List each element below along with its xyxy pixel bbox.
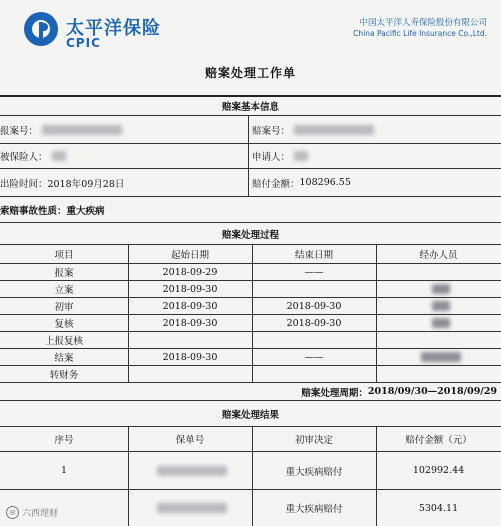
brand-name-en: CPIC (66, 36, 101, 50)
redacted-applicant (294, 151, 308, 161)
result-decision: 重大疾病赔付 (285, 504, 343, 515)
row-claim-numbers (0, 116, 501, 144)
process-handler (376, 349, 501, 365)
incident-time-value: 2018年09月28日 (47, 178, 125, 190)
claim-nature-label: 索赔事故性质： (0, 205, 67, 217)
process-handler (376, 332, 501, 348)
process-item: 转财务 (49, 370, 79, 381)
row-claim-nature (0, 197, 501, 223)
process-item: 结案 (54, 353, 74, 364)
process-start-date (128, 332, 252, 348)
brand-name-cn: 太平洋保险 (66, 18, 161, 39)
claim-no-label: 报案号： (0, 125, 39, 137)
redacted-insured (52, 151, 66, 161)
section-basic-info (0, 95, 501, 116)
process-handler (376, 315, 501, 331)
applicant-label: 申请人： (252, 152, 291, 163)
cpic-logo (22, 10, 172, 50)
table-row (0, 298, 501, 315)
redacted-handler (432, 318, 450, 328)
process-end-date: —— (304, 266, 324, 278)
result-header-no: 序号 (54, 435, 74, 446)
process-handler (376, 264, 501, 280)
table-row (0, 366, 501, 383)
table-row (0, 264, 501, 281)
row-persons (0, 144, 501, 169)
redacted-claim-no (42, 125, 122, 135)
form-table (0, 95, 501, 526)
watermark-text: 六西理财 (22, 509, 59, 519)
insured-label: 被保险人： (0, 152, 48, 163)
result-header-amount: 赔付金额（元） (405, 435, 472, 446)
section-process (0, 223, 501, 245)
process-item: 复核 (54, 319, 74, 330)
process-header-row (0, 245, 501, 264)
result-header-row (0, 427, 501, 452)
section-title: 赔案处理结果 (221, 409, 279, 421)
claim-nature-value: 重大疾病 (66, 205, 105, 217)
process-header-handler: 经办人员 (419, 250, 458, 261)
process-end-date (252, 281, 376, 297)
process-period-value: 2018/09/30—2018/09/29 (367, 386, 497, 397)
redacted-handler (432, 301, 450, 311)
process-item: 上报复核 (44, 336, 83, 347)
redacted-policy-no (157, 466, 227, 476)
row-incident (0, 169, 501, 197)
redacted-case-no (294, 125, 374, 135)
table-row (0, 281, 501, 298)
section-result (0, 401, 501, 427)
process-handler (376, 298, 501, 314)
process-header-end: 结束日期 (294, 250, 333, 261)
document-title: 赔案处理工作单 (204, 66, 296, 80)
payout-label: 赔付金额： (252, 178, 300, 190)
table-row (0, 452, 501, 490)
redacted-policy-no (157, 503, 227, 513)
case-no-label: 赔案号： (252, 125, 291, 137)
result-policy-no (128, 452, 252, 489)
result-decision: 重大疾病赔付 (285, 466, 343, 478)
section-title: 赔案处理过程 (221, 229, 279, 241)
process-end-date: 2018-09-30 (286, 300, 342, 312)
process-start-date: 2018-09-29 (162, 266, 218, 278)
process-start-date: 2018-09-30 (162, 351, 218, 363)
section-title: 赔案基本信息 (221, 102, 279, 113)
redacted-handler (421, 352, 461, 362)
process-end-date (252, 332, 376, 348)
table-row (0, 315, 501, 332)
process-period-label: 赔案处理周期： (301, 387, 368, 399)
incident-time-label: 出险时间： (0, 178, 48, 190)
process-start-date: 2018-09-30 (162, 317, 218, 329)
cpic-logo-icon (22, 10, 60, 48)
table-row (0, 349, 501, 366)
result-amount: 5304.11 (418, 502, 459, 514)
process-item: 报案 (54, 268, 74, 279)
process-header-item: 项目 (54, 250, 74, 261)
process-end-date: —— (304, 351, 324, 363)
watermark-icon: ✉ (6, 506, 19, 519)
payout-value: 108296.55 (299, 177, 351, 188)
result-header-decision: 初审决定 (294, 435, 333, 446)
process-start-date (128, 366, 252, 382)
table-row (0, 332, 501, 349)
process-item: 立案 (54, 285, 74, 296)
process-start-date: 2018-09-30 (162, 300, 218, 312)
process-handler (376, 281, 501, 297)
company-name-cn: 中国太平洋人寿保险股份有限公司 (359, 18, 487, 28)
result-no: 1 (60, 465, 68, 476)
process-header-start: 起始日期 (170, 250, 209, 261)
process-handler (376, 366, 501, 382)
row-process-period (0, 383, 501, 401)
result-amount: 102992.44 (412, 465, 465, 476)
process-start-date: 2018-09-30 (162, 283, 218, 295)
result-header-policy: 保单号 (175, 435, 205, 446)
process-end-date (252, 366, 376, 382)
redacted-handler (432, 284, 450, 294)
watermark (6, 506, 58, 519)
process-item: 初审 (54, 302, 74, 313)
company-name-en: China Pacific Life Insurance Co.,Ltd. (353, 29, 487, 38)
process-end-date: 2018-09-30 (286, 317, 342, 329)
